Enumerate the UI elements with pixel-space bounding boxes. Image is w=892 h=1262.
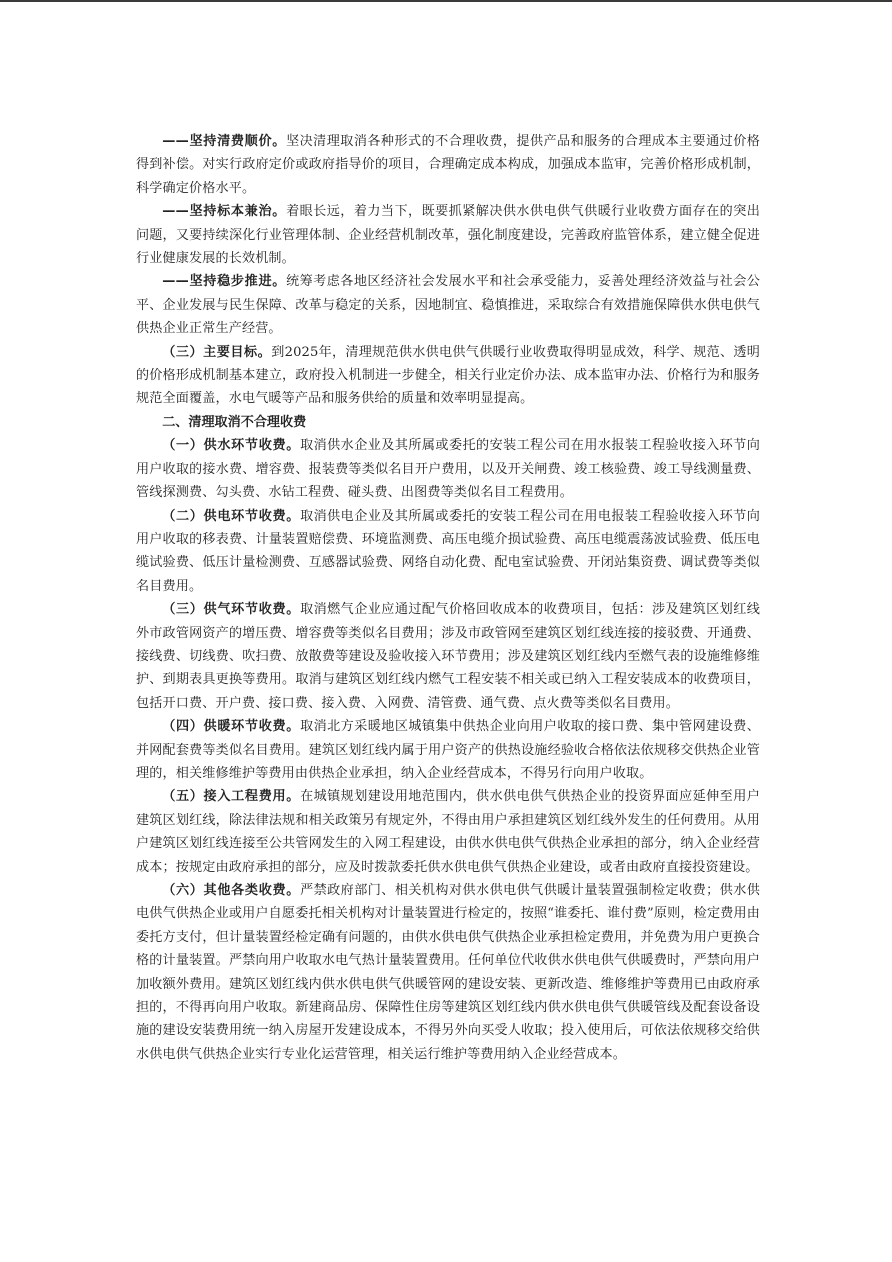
paragraph-lead: （二）供电环节收费。 xyxy=(162,508,301,524)
paragraph-gas-fees xyxy=(136,598,760,715)
paragraph-lead: （六）其他各类收费。 xyxy=(162,883,301,898)
paragraph-clear-fees xyxy=(136,130,760,200)
paragraph-main-goals xyxy=(136,341,760,411)
paragraph-water-fees xyxy=(136,434,760,504)
paragraph-power-fees xyxy=(136,505,760,599)
paragraph-lead: （一）供水环节收费。 xyxy=(162,438,301,454)
paragraph-text: 取消供水企业及其所属或委托的安装工程公司在用水报装工程验收接入环节向用户收取的接水费、增容费、报装费等类似名目开户费用，以及开关闸费、竣工核验费、竣工导线测量费、管线探测费、勾头费、水钻工程费、碰头费、出图费等类似名目工程费用。 xyxy=(136,438,761,501)
paragraph-other-fees xyxy=(136,879,760,1066)
section-heading-2: 二、清理取消不合理收费 xyxy=(162,414,307,430)
paragraph-text: 着眼长远，着力当下，既要抓紧解决供水供电供气供暖行业收费方面存在的突出问题，又要持续深化行业管理体制、企业经营机制改革，强化制度建设，完善政府监管体系，建立健全促进行业健康发展的长效机制。 xyxy=(136,204,760,267)
document-body xyxy=(136,130,760,1066)
paragraph-lead: （五）接入工程费用。 xyxy=(162,789,301,805)
top-border-rule xyxy=(0,0,892,2)
paragraph-text: 在城镇规划建设用地范围内，供水供电供气供热企业的投资界面应延伸至用户建筑区划红线，除法律法规和相关政策另有规定外，不得由用户承担建筑区划红线外发生的任何费用。从用户建筑区划红线连接至公共管网发生的入网工程建设，由供水供电供气供热企业承担的部分，纳入企业经营成本；按规定由政府承担的部分，应及时拨款委托供水供电供气供热企业建设，或者由政府直接投资建设。 xyxy=(136,789,761,875)
paragraph-text: 严禁政府部门、相关机构对供水供电供气供暖计量装置强制检定收费；供水供电供气供热企业或用户自愿委托相关机构对计量装置进行检定的，按照“谁委托、谁付费”原则，检定费用由委托方支付，但计量装置经检定确有问题的，由供水供电供气供热企业承担检定费用，并免费为用户更换合格的计量装置。严禁向用户收取水电气热计量装置费用。任何单位代收供水供电供气供暖费时，严禁向用户加收额外费用。建筑区划红线内供水供电供气供暖管网的建设安装、更新改造、维修维护等费用已由政府承担的，不得再向用户收取。新建商品房、保障性住房等建筑区划红线内供水供电供气供暖管线及配套设备设施的建设安装费用统一纳入房屋开发建设成本，不得另外向买受人收取；投入使用后，可依法依规移交给供水供电供气供热企业实行专业化运营管理，相关运行维护等费用纳入企业经营成本。 xyxy=(136,883,761,1062)
paragraph-heating-fees xyxy=(136,715,760,785)
paragraph-steady-progress xyxy=(136,270,760,340)
paragraph-text: 取消燃气企业应通过配气价格回收成本的收费项目，包括：涉及建筑区划红线外市政管网资产的增压费、增容费等类似名目费用；涉及市政管网至建筑区划红线连接的接驳费、开通费、接线费、切线费、吹扫费、放散费等建设及验收接入环节费用；涉及建筑区划红线内至燃气表的设施维修维护、到期表具更换等费用。取消与建筑区划红线内燃气工程安装不相关或已纳入工程安装成本的收费项目，包括开口费、开户费、接口费、接入费、入网费、清管费、通气费、点火费等类似名目费用。 xyxy=(136,602,761,711)
paragraph-text: 统筹考虑各地区经济社会发展水平和社会承受能力，妥善处理经济效益与社会公平、企业发展与民生保障、改革与稳定的关系，因地制宜、稳慎推进，采取综合有效措施保障供水供电供气供热企业正常生产经营。 xyxy=(136,274,760,337)
paragraph-text: 坚决清理取消各种形式的不合理收费，提供产品和服务的合理成本主要通过价格得到补偿。对实行政府定价或政府指导价的项目，合理确定成本构成，加强成本监审，完善价格形成机制，科学确定价格水平。 xyxy=(136,134,760,196)
paragraph-connection-costs xyxy=(136,785,760,879)
paragraph-lead: ——坚持稳步推进。 xyxy=(162,274,287,290)
paragraph-text: 取消供电企业及其所属或委托的安装工程公司在用电报装工程验收接入环节向用户收取的移表费、计量装置赔偿费、环境监测费、高压电缆介损试验费、高压电缆震荡波试验费、低压电缆试验费、低压计量检测费、互感器试验费、网络自动化费、配电室试验费、开闭站集资费、调试费等类似名目费用。 xyxy=(136,508,761,594)
paragraph-lead: （三）供气环节收费。 xyxy=(162,602,301,618)
paragraph-lead: （四）供暖环节收费。 xyxy=(162,719,301,735)
paragraph-root-and-branch xyxy=(136,200,760,270)
paragraph-text: 取消北方采暖地区城镇集中供热企业向用户收取的接口费、集中管网建设费、并网配套费等类似名目费用。建筑区划红线内属于用户资产的供热设施经验收合格依法依规移交供热企业管理的，相关维修维护等费用由供热企业承担，纳入企业经营成本，不得另行向用户收取。 xyxy=(136,719,761,781)
paragraph-lead: （三）主要目标。 xyxy=(162,344,272,360)
paragraph-lead: ——坚持标本兼治。 xyxy=(162,204,287,220)
paragraph-lead: ——坚持清费顺价。 xyxy=(162,134,287,149)
paragraph-text: 到2025年，清理规范供水供电供气供暖行业收费取得明显成效，科学、规范、透明的价格形成机制基本建立，政府投入机制进一步健全，相关行业定价办法、成本监审办法、价格行为和服务规范全面覆盖，水电气暖等产品和服务供给的质量和效率明显提高。 xyxy=(136,344,760,407)
